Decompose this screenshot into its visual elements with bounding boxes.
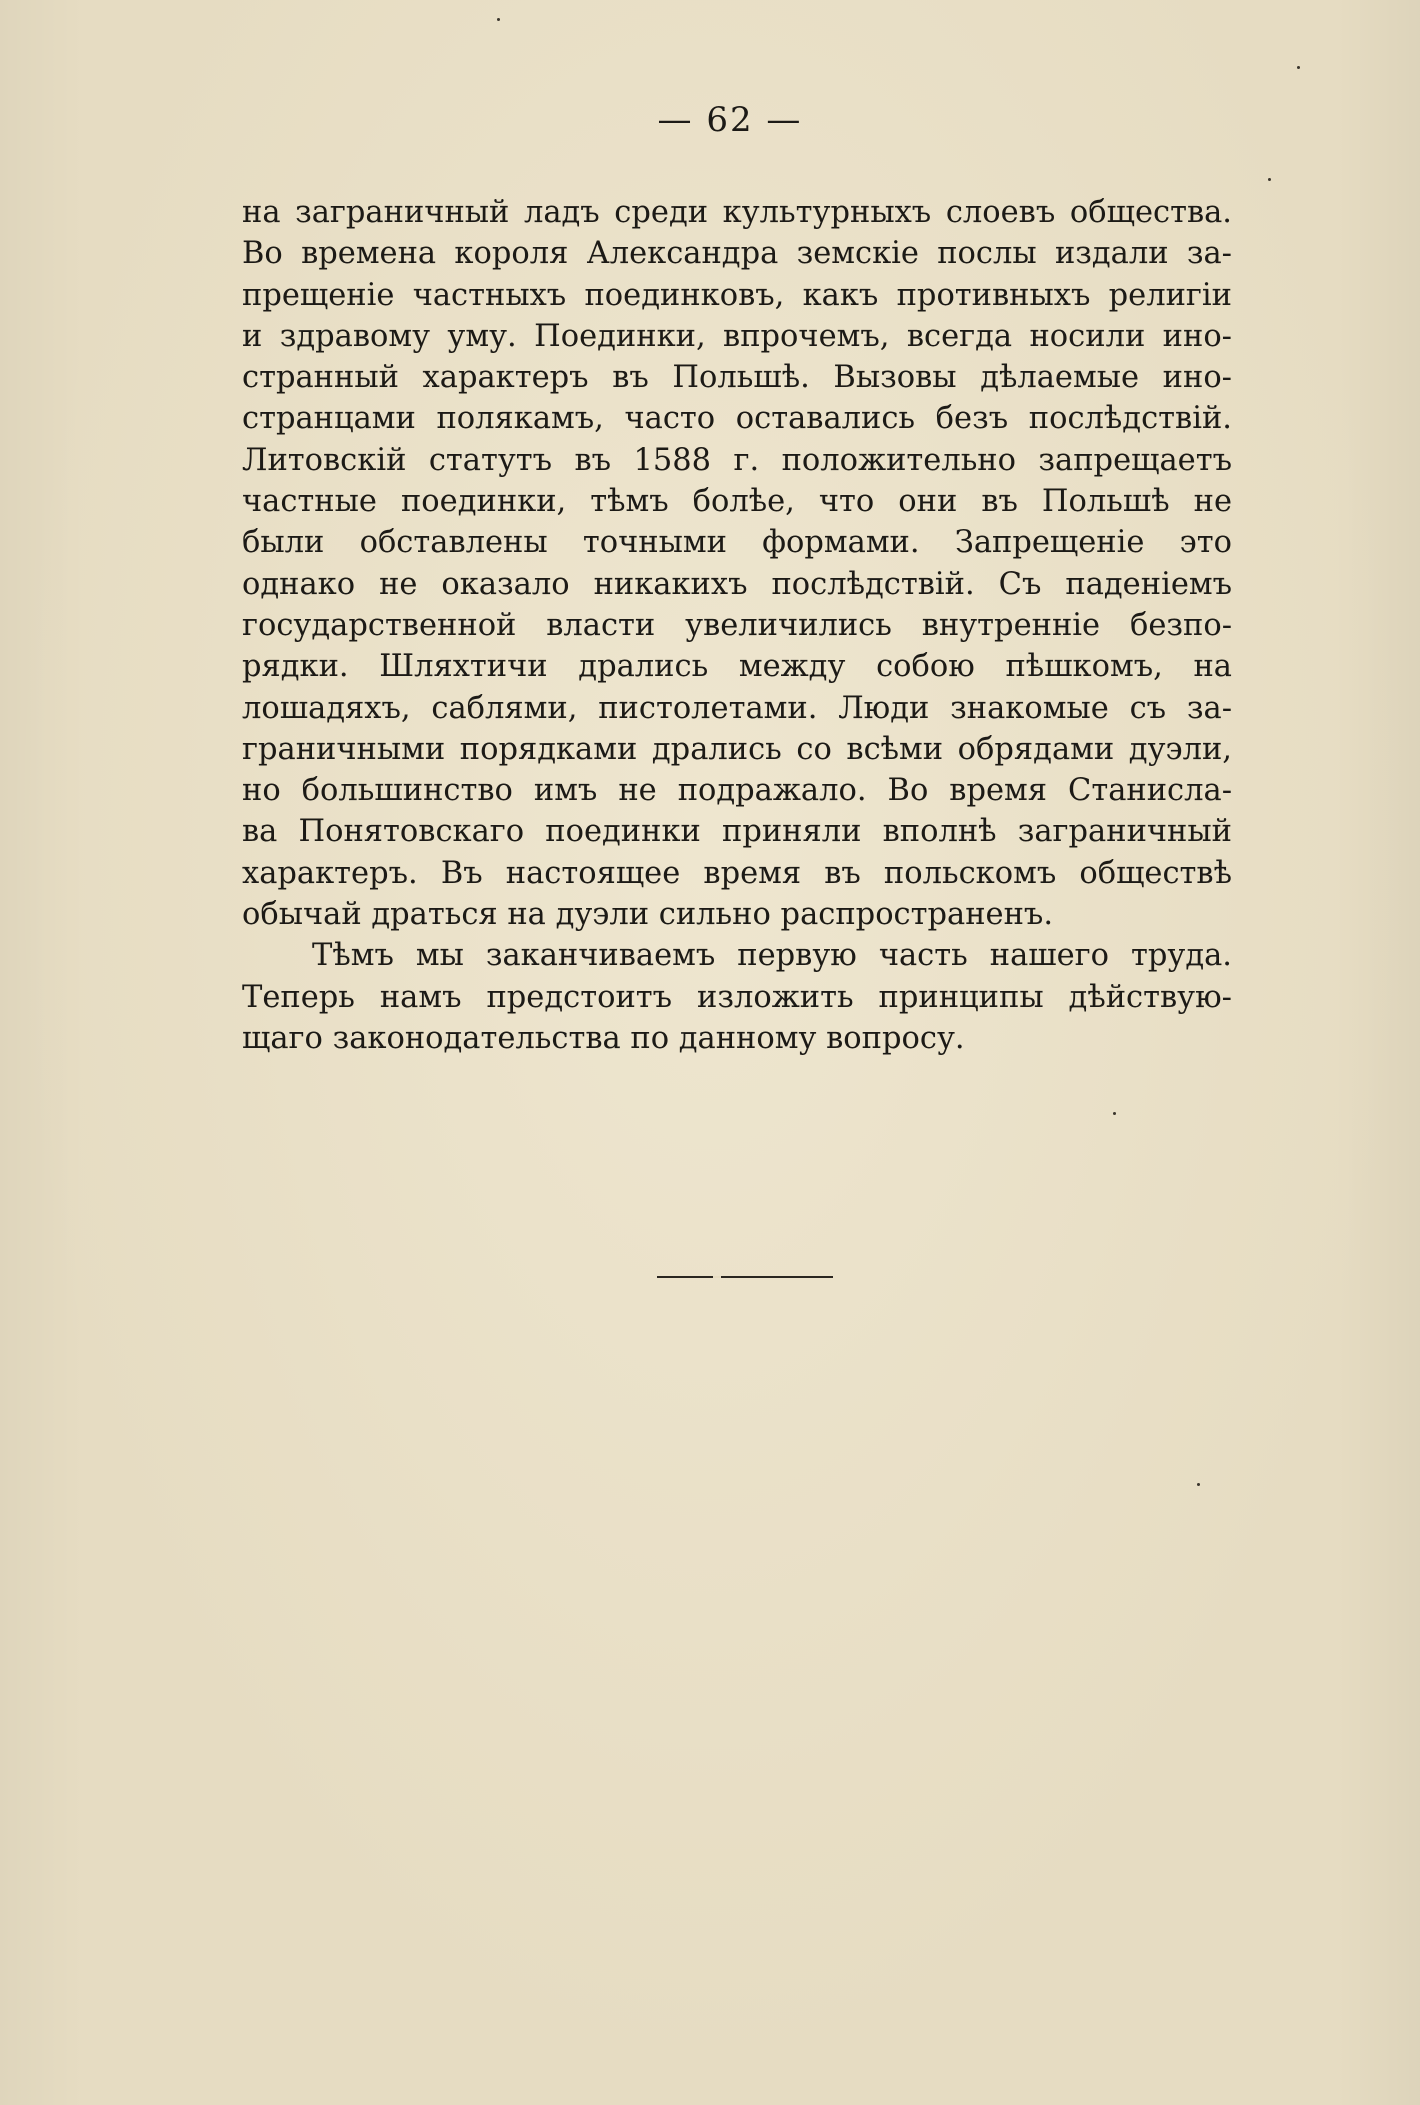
text-line: ва Понятовскаго поединки приняли вполнѣ заграничный bbox=[242, 814, 1232, 850]
text-line: Во времена короля Александра земскiе послы издали за- bbox=[242, 236, 1232, 272]
text-line: странный характеръ въ Польшѣ. Вызовы дѣлаемые ино- bbox=[242, 360, 1232, 396]
text-line: и здравому уму. Поединки, впрочемъ, всегда носили ино- bbox=[242, 318, 1232, 354]
paper-speck bbox=[1268, 178, 1271, 181]
paper-speck bbox=[1297, 66, 1300, 69]
text-line: на заграничный ладъ среди культурныхъ слоевъ общества. bbox=[242, 195, 1232, 230]
text-line: но большинство имъ не подражало. Во время Станисла- bbox=[242, 773, 1232, 809]
text-line: были обставлены точными формами. Запрещенiе это bbox=[242, 525, 1232, 561]
text-line: лошадяхъ, саблями, пистолетами. Люди знакомые съ за- bbox=[242, 690, 1232, 726]
text-line: государственной власти увеличились внутреннiе безпо- bbox=[242, 607, 1232, 643]
text-line: однако не оказало никакихъ послѣдствiй. Съ паденiемъ bbox=[242, 566, 1232, 602]
text-line: прещенiе частныхъ поединковъ, какъ противныхъ религiи bbox=[242, 277, 1232, 313]
text-line: Теперь намъ предстоитъ изложить принципы дѣйствую- bbox=[242, 979, 1232, 1015]
paper-speck bbox=[497, 18, 500, 21]
body-text bbox=[242, 192, 1232, 1059]
text-line: частные поединки, тѣмъ болѣе, что они въ Польшѣ не bbox=[242, 484, 1232, 520]
text-line: странцами полякамъ, часто оставались безъ послѣдствiй. bbox=[242, 401, 1232, 437]
text-line: Литовскiй статутъ въ 1588 г. положительно запрещаетъ bbox=[242, 442, 1232, 478]
page-number: — 62 — bbox=[657, 100, 803, 140]
text-line: граничными порядками дрались со всѣми обрядами дуэли, bbox=[242, 731, 1232, 767]
text-line: характеръ. Въ настоящее время въ польскомъ обществѣ bbox=[242, 855, 1232, 891]
paper-speck bbox=[1113, 1112, 1116, 1115]
section-separator-rule bbox=[657, 1276, 833, 1278]
text-line: Тѣмъ мы заканчиваемъ первую часть нашего труда. bbox=[312, 938, 1232, 974]
text-line: рядки. Шляхтичи дрались между собою пѣшкомъ, на bbox=[242, 649, 1232, 685]
paragraph-2 bbox=[242, 935, 1232, 1059]
paragraph-1 bbox=[242, 192, 1232, 935]
text-line: обычай драться на дуэли сильно распространенъ. bbox=[242, 897, 1054, 933]
text-line: щаго законодательства по данному вопросу. bbox=[242, 1020, 965, 1056]
paper-speck bbox=[1197, 1483, 1200, 1486]
